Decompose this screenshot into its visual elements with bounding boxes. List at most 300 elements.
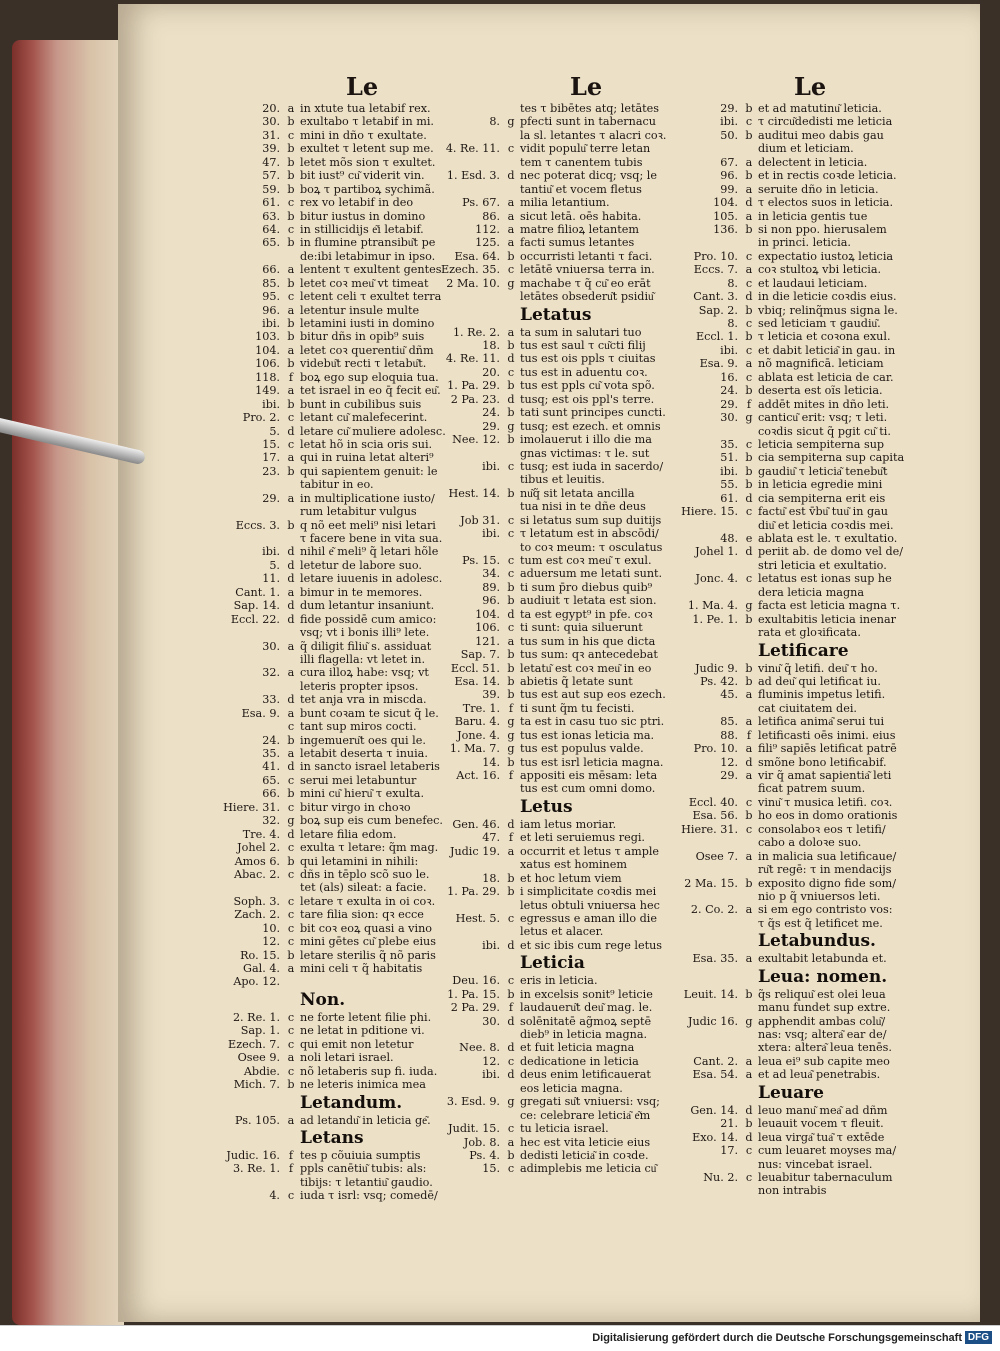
index-entry — [672, 903, 936, 916]
entry-reference: 30. — [262, 639, 280, 653]
index-entry — [434, 352, 696, 365]
entry-text: pfecti sunt in tabernacu — [520, 115, 657, 129]
entry-text: exultabitis leticia inenar — [758, 612, 896, 626]
entry-reference: 64. — [262, 222, 280, 236]
section-heading: Letificare — [758, 640, 849, 661]
entry-text: dñs in tēplo scõ suo le. — [300, 867, 430, 881]
entry-letter: b — [745, 661, 753, 675]
entry-reference: ibi. — [262, 397, 280, 411]
entry-letter: c — [745, 370, 753, 384]
index-entry — [434, 1055, 696, 1068]
entry-text: delectent in leticia. — [758, 155, 868, 169]
entry-text: gregati su͂t vniuersi: vsq; — [520, 1095, 660, 1109]
entry-letter: c — [745, 505, 753, 519]
entry-reference: Judic. 16. — [226, 1148, 280, 1162]
entry-text: letant cu͂ malefecerint. — [300, 411, 428, 425]
entry-text: in stillicidijs e͂i letabif. — [300, 222, 424, 236]
entry-reference: 96. — [262, 303, 280, 317]
entry-text: nas: vsq; altera͂ ear de/ — [758, 1028, 887, 1041]
index-entry — [434, 608, 696, 621]
entry-text: non intrabis — [758, 1184, 827, 1198]
entry-reference: 51. — [720, 451, 738, 465]
entry-reference: Hiere. 15. — [681, 505, 738, 519]
entry-text: fluminis impetus letifi. — [758, 688, 886, 702]
entry-text: adimplebis me leticia cu͂ — [520, 1162, 657, 1176]
entry-text: si letatus sum sup duitijs — [520, 513, 662, 527]
entry-reference: 33. — [262, 693, 280, 707]
index-entry — [672, 183, 936, 196]
entry-letter: a — [287, 384, 295, 398]
entry-letter: d — [287, 545, 295, 559]
entry-letter: c — [507, 1054, 515, 1068]
entry-reference: 18. — [482, 871, 500, 885]
entry-letter: a — [745, 849, 753, 863]
index-entry — [434, 487, 696, 500]
entry-text: in flumine ptransibu͂t pe — [300, 236, 436, 250]
entry-letter: e — [745, 532, 753, 545]
index-entry — [672, 1068, 936, 1081]
entry-reference: 30. — [720, 411, 738, 425]
entry-text: laudaueru͂t deu͂ mag. le. — [520, 1001, 653, 1015]
index-entry — [672, 599, 936, 612]
entry-letter: c — [287, 1064, 295, 1078]
entry-letter: c — [287, 935, 295, 949]
index-entry — [434, 1095, 696, 1108]
index-entry — [434, 263, 696, 276]
index-entry — [672, 304, 936, 317]
entry-reference: Esa. 9. — [699, 357, 738, 371]
entry-reference: Abac. 2. — [234, 867, 280, 881]
entry-letter: a — [507, 222, 515, 236]
entry-letter: b — [287, 155, 295, 169]
entry-letter: c — [745, 276, 753, 290]
entry-text: in excelsis sonit⁹ leticie — [520, 987, 653, 1001]
entry-reference: 47. — [482, 831, 500, 845]
entry-reference: 1. Pe. 1. — [692, 612, 738, 626]
entry-letter: a — [287, 1113, 295, 1127]
entry-text: nõ letaberis sup fi. iuda. — [300, 1064, 438, 1078]
entry-letter: b — [287, 948, 295, 962]
entry-letter: a — [745, 1068, 753, 1082]
entry-text: illi flagella: vt letet in. — [300, 652, 426, 666]
entry-letter: f — [508, 769, 514, 782]
index-entry — [672, 438, 936, 451]
index-entry — [434, 1015, 696, 1028]
entry-text: ne letat in pditione vi. — [300, 1024, 425, 1038]
entry-reference: ibi. — [482, 1068, 500, 1082]
index-entry — [434, 210, 696, 223]
entry-reference: 106. — [475, 621, 500, 635]
entry-reference: 3. Esd. 9. — [446, 1095, 500, 1109]
index-entry — [434, 688, 696, 701]
entry-text: auditui meo dabis gau — [758, 128, 884, 142]
index-entry — [434, 500, 696, 513]
running-head-right: Le — [794, 72, 827, 101]
entry-reference: Esa. 35. — [692, 952, 738, 966]
entry-reference: 39. — [262, 142, 280, 156]
index-entry — [434, 756, 696, 769]
entry-text: letus obtuli vniuersa hec — [520, 898, 660, 912]
index-entry — [672, 809, 936, 822]
entry-text: stri leticia et exultatio. — [758, 558, 887, 572]
entry-reference: ibi. — [262, 545, 280, 559]
entry-letter: c — [507, 1122, 515, 1136]
funding-credit: Digitalisierung gefördert durch die Deutsche Forschungsgemeinschaft — [592, 1332, 962, 1344]
entry-text: eris in leticia. — [520, 974, 598, 988]
entry-text: aduersum me letati sunt. — [520, 567, 663, 581]
entry-reference: 125. — [475, 236, 500, 250]
entry-text: et leti seruiemus regi. — [520, 831, 645, 845]
entry-text: rex vo letabif in deo — [300, 196, 414, 210]
entry-text: noli letari israel. — [300, 1051, 394, 1065]
entry-letter: d — [507, 1068, 515, 1082]
index-entry — [672, 756, 936, 769]
entry-reference: Osee 9. — [237, 1051, 280, 1065]
entry-letter: c — [507, 567, 515, 581]
entry-letter: f — [288, 1162, 294, 1176]
entry-letter: a — [507, 196, 515, 210]
entry-text: letificasti oēs inimi. eius — [758, 728, 896, 742]
index-entry — [434, 433, 696, 446]
entry-text: in princi. leticia. — [758, 236, 851, 250]
entry-text: bimur in te memores. — [300, 585, 423, 599]
index-entry — [672, 823, 936, 836]
index-entry — [434, 393, 696, 406]
entry-reference: 50. — [720, 128, 738, 142]
entry-text: vinu͂ q̃ letifi. deu͂ τ ho. — [758, 661, 878, 675]
index-entry — [434, 581, 696, 594]
entry-text: occurristi letanti τ faci. — [520, 249, 653, 263]
index-entry — [672, 505, 936, 518]
entry-letter: a — [287, 263, 295, 277]
entry-letter: a — [745, 263, 753, 277]
entry-reference: Cant. 3. — [693, 290, 738, 304]
entry-reference: 48. — [720, 532, 738, 545]
entry-reference: Gal. 4. — [243, 962, 280, 975]
entry-text: letare filia edom. — [300, 827, 397, 841]
entry-text: exultabit letabunda et. — [758, 952, 887, 966]
entry-letter: a — [287, 343, 295, 357]
entry-reference: Deu. 16. — [452, 974, 500, 988]
entry-text: τ q̃s est q̃ letificet me. — [758, 916, 883, 930]
entry-reference: Hiere. 31. — [223, 800, 280, 814]
index-entry — [672, 384, 936, 397]
entry-text: in malicia sua letificaue/ — [758, 849, 897, 863]
entry-letter: c — [287, 1024, 295, 1038]
entry-letter: b — [287, 142, 295, 156]
entry-text: ad letandu͂ in leticia ge͂. — [300, 1113, 431, 1127]
entry-letter: f — [288, 370, 294, 384]
entry-reference: ibi. — [482, 527, 500, 541]
index-entry — [672, 675, 936, 688]
entry-text: q̃ diligit filiu͂ s. assiduat — [300, 639, 432, 653]
index-entry — [672, 1001, 936, 1014]
entry-letter: b — [287, 182, 295, 196]
entry-text: tusq; est iuda in sacerdo/ — [520, 459, 664, 473]
entry-reference: 66. — [262, 787, 280, 801]
entry-text: consolaboꝛ eos τ letifi/ — [758, 822, 886, 836]
entry-reference: 1. Esd. 3. — [446, 169, 500, 183]
entry-letter: b — [507, 486, 515, 500]
entry-letter: c — [745, 795, 753, 809]
entry-text: serui mei letabuntur — [300, 773, 417, 787]
entry-text: gaudiu͂ τ leticia͂ tenebu͂t — [758, 464, 888, 478]
entry-letter: b — [745, 1117, 753, 1131]
entry-text: ta est in casu tuo sic ptri. — [520, 715, 665, 729]
entry-text: et in rectis coꝛde leticia. — [758, 169, 897, 183]
entry-reference: 89. — [482, 580, 500, 594]
entry-letter: c — [507, 459, 515, 473]
index-entry — [434, 662, 696, 675]
index-entry — [672, 1117, 936, 1130]
entry-letter: a — [745, 715, 753, 729]
index-entry — [672, 411, 936, 424]
entry-reference: 12. — [262, 935, 280, 949]
entry-text: vidit populu͂ terre letan — [520, 142, 651, 156]
entry-letter: g — [507, 419, 515, 433]
entry-text: bitur dñs in opib⁹ suis — [300, 330, 425, 344]
entry-text: tus est cum omni domo. — [520, 782, 656, 796]
entry-text: tus est isrl leticia magna. — [520, 755, 664, 769]
book-page — [118, 4, 980, 1322]
entry-letter: b — [287, 276, 295, 290]
entry-letter: a — [745, 688, 753, 702]
entry-letter: b — [287, 733, 295, 747]
entry-text: hec est vita leticie eius — [520, 1135, 651, 1149]
entry-letter: c — [507, 974, 515, 988]
entry-text: dera leticia magna — [758, 585, 865, 599]
entry-letter: a — [287, 451, 295, 465]
entry-text: vinu͂ τ musica letifi. coꝛ. — [758, 795, 893, 809]
index-entry — [672, 492, 936, 505]
entry-reference: 29. — [720, 102, 738, 115]
entry-letter: a — [507, 325, 515, 339]
entry-letter: c — [507, 554, 515, 567]
entry-text: exultet τ letent sup me. — [300, 142, 434, 156]
index-entry — [672, 1015, 936, 1028]
entry-reference: 136. — [713, 222, 738, 236]
entry-text: bitur virgo in choꝛo — [300, 800, 411, 814]
entry-reference: Nu. 2. — [703, 1170, 738, 1184]
entry-text: exultabo τ letabif in mi. — [300, 115, 434, 129]
index-entry — [672, 465, 936, 478]
entry-text: cabo a doloꝛe suo. — [758, 836, 862, 850]
entry-text: cum leuaret moyses ma/ — [758, 1144, 897, 1158]
entry-text: leua virga͂ tua͂ τ extēde — [758, 1130, 885, 1144]
entry-reference: 41. — [262, 760, 280, 774]
entry-text: tua nisi in te dñe deus — [520, 500, 646, 514]
section-heading: Letus — [520, 796, 573, 817]
entry-letter: a — [507, 236, 515, 250]
entry-letter: b — [287, 397, 295, 411]
index-entry — [434, 715, 696, 728]
entry-reference: ibi. — [720, 115, 738, 129]
entry-letter: b — [745, 987, 753, 1001]
index-entry — [672, 836, 936, 849]
entry-reference: 121. — [475, 634, 500, 648]
entry-reference: 1. Re. 2. — [452, 325, 500, 339]
entry-text: τ letatum est in abscōdi/ — [520, 527, 659, 541]
entry-reference: Jone. 4. — [457, 728, 500, 742]
entry-reference: 2 Ma. 10. — [446, 276, 500, 290]
entry-reference: 8. — [489, 115, 500, 129]
entry-reference: Pro. 10. — [693, 742, 738, 756]
index-entry — [672, 729, 936, 742]
entry-reference: 29. — [720, 397, 738, 411]
index-entry — [434, 974, 696, 987]
index-entry — [434, 420, 696, 433]
entry-text: ne leteris inimica mea — [300, 1078, 426, 1092]
entry-reference: 15. — [262, 437, 280, 451]
entry-text: dieb⁹ in leticia magna. — [520, 1028, 648, 1041]
entry-letter: c — [287, 1037, 295, 1051]
entry-letter: c — [745, 1170, 753, 1184]
entry-reference: Johel 1. — [695, 545, 738, 559]
entry-reference: 65. — [262, 773, 280, 787]
entry-text: fide possidē cum amico: — [300, 612, 437, 626]
entry-reference: Esa. 56. — [692, 809, 738, 823]
entry-letter: b — [287, 787, 295, 801]
index-entry — [434, 527, 696, 540]
entry-text: letet mõs sion τ exultet. — [300, 155, 436, 169]
entry-reference: Gen. 14. — [690, 1103, 738, 1117]
entry-text: ablata est le. τ exultatio. — [758, 532, 898, 545]
entry-text: letare τ exulta in oi coꝛ. — [300, 894, 436, 908]
entry-reference: 8. — [727, 276, 738, 290]
entry-reference: 86. — [482, 209, 500, 223]
index-entry — [434, 729, 696, 742]
entry-letter: b — [287, 518, 295, 532]
entry-letter: c — [507, 621, 515, 635]
entry-letter: d — [287, 612, 295, 626]
entry-text: tes p cõuiuia sumptis — [300, 1148, 421, 1162]
entry-text: tus est ionas leticia ma. — [520, 728, 655, 742]
entry-text: letent celi τ exultet terra — [300, 290, 442, 304]
entry-text: letetur de labore suo. — [300, 558, 422, 572]
index-entry — [434, 290, 696, 303]
entry-reference: Exo. 14. — [692, 1130, 738, 1144]
entry-text: iuda τ isrl: vsq; comedē/ — [300, 1189, 438, 1203]
entry-letter: c — [745, 317, 753, 330]
index-entry — [434, 925, 696, 938]
index-entry — [672, 626, 936, 639]
index-entry — [672, 451, 936, 464]
entry-text: mini cu͂ hieru͂ τ exulta. — [300, 787, 425, 801]
entry-text: vsq; vt i bonis illi⁹ lete. — [300, 626, 430, 640]
entry-text: nõ magnificā. leticiam — [758, 357, 884, 371]
index-entry — [434, 196, 696, 209]
index-entry — [672, 1028, 936, 1041]
entry-text: qui in ruina letat alteri⁹ — [300, 451, 434, 465]
entry-reference: 24. — [720, 384, 738, 398]
entry-text: tati sunt principes cuncti. — [520, 406, 666, 420]
entry-text: facti sumus letantes — [520, 236, 635, 250]
entry-text: letare iuuenis in adolesc. — [300, 572, 443, 586]
section-heading: Letatus — [520, 304, 592, 325]
entry-text: leticia sempiterna sup — [758, 437, 885, 451]
index-entry — [672, 572, 936, 585]
entry-text: tus est ppls cu͂ vota spõ. — [520, 379, 655, 393]
entry-letter: c — [287, 908, 295, 922]
entry-letter: g — [507, 728, 515, 742]
entry-reference: Mich. 7. — [233, 1078, 280, 1092]
entry-letter: b — [507, 871, 515, 885]
entry-reference: 63. — [262, 209, 280, 223]
entry-reference: 85. — [720, 715, 738, 729]
entry-letter: a — [287, 303, 295, 317]
entry-reference: Apo. 12. — [233, 975, 280, 989]
entry-reference: Ezech. 35. — [440, 263, 500, 277]
entry-letter: d — [507, 607, 515, 621]
entry-text: tus sum: qꝛ antecedebat — [520, 648, 658, 662]
index-entry — [434, 379, 696, 392]
entry-text: q nõ eet meli⁹ nisi letari — [300, 518, 436, 532]
text-column-center — [434, 102, 696, 1176]
index-entry — [672, 1131, 936, 1144]
entry-text: tus est populus valde. — [520, 742, 644, 756]
entry-text: tes τ bibētes atq; letātes — [520, 102, 659, 115]
entry-letter: c — [745, 437, 753, 451]
index-entry — [434, 277, 696, 290]
entry-reference: 5. — [269, 424, 280, 438]
entry-text: letātē vniuersa terra in. — [520, 263, 655, 277]
index-entry — [434, 845, 696, 858]
index-entry — [434, 885, 696, 898]
entry-letter: c — [745, 115, 753, 129]
entry-letter: c — [287, 921, 295, 935]
entry-letter: d — [287, 572, 295, 586]
entry-text: nihil e͂ meli⁹ q̃ letari hõle — [300, 545, 439, 559]
entry-letter: a — [287, 639, 295, 653]
entry-letter: f — [508, 831, 514, 845]
entry-text: addēt mites in dño leti. — [758, 397, 890, 411]
entry-reference: Tre. 1. — [462, 701, 500, 715]
entry-text: canticu͂ erit: vsq; τ leti. — [758, 411, 888, 425]
index-entry — [672, 425, 936, 438]
entry-letter: b — [287, 464, 295, 478]
entry-letter: b — [507, 674, 515, 688]
entry-letter: a — [287, 666, 295, 680]
entry-letter: a — [287, 585, 295, 599]
entry-reference: 65. — [262, 236, 280, 250]
entry-text: coꝛdis sicut q̃ pgit cu͂ ti. — [758, 424, 891, 438]
entry-reference: 106. — [255, 357, 280, 371]
index-entry — [672, 142, 936, 155]
entry-reference: 2 Pa. 29. — [450, 1001, 500, 1015]
entry-letter: b — [745, 128, 753, 142]
entry-letter: b — [507, 339, 515, 352]
entry-letter: d — [287, 558, 295, 572]
entry-text: leuabitur tabernaculum — [758, 1170, 893, 1184]
entry-text: letare sterilis q̃ nõ paris — [300, 948, 436, 962]
index-entry — [434, 858, 696, 871]
entry-reference: Eccl. 40. — [688, 795, 738, 809]
entry-reference: Sap. 1. — [240, 1024, 280, 1038]
section-heading: Non. — [300, 989, 346, 1010]
dfg-logo: DFG — [965, 1331, 992, 1344]
entry-letter: b — [745, 384, 753, 398]
entry-text: tet israel in eo q̄ fecit eu͂. — [300, 384, 441, 398]
running-head-center: Le — [570, 72, 603, 101]
entry-reference: 17. — [262, 451, 280, 465]
entry-text: letatus est ionas sup he — [758, 572, 892, 586]
index-entry — [434, 1082, 696, 1095]
index-entry — [672, 559, 936, 572]
index-entry — [434, 594, 696, 607]
entry-reference: Nee. 12. — [452, 433, 500, 447]
index-entry — [672, 317, 936, 330]
running-head-left: Le — [346, 72, 379, 101]
